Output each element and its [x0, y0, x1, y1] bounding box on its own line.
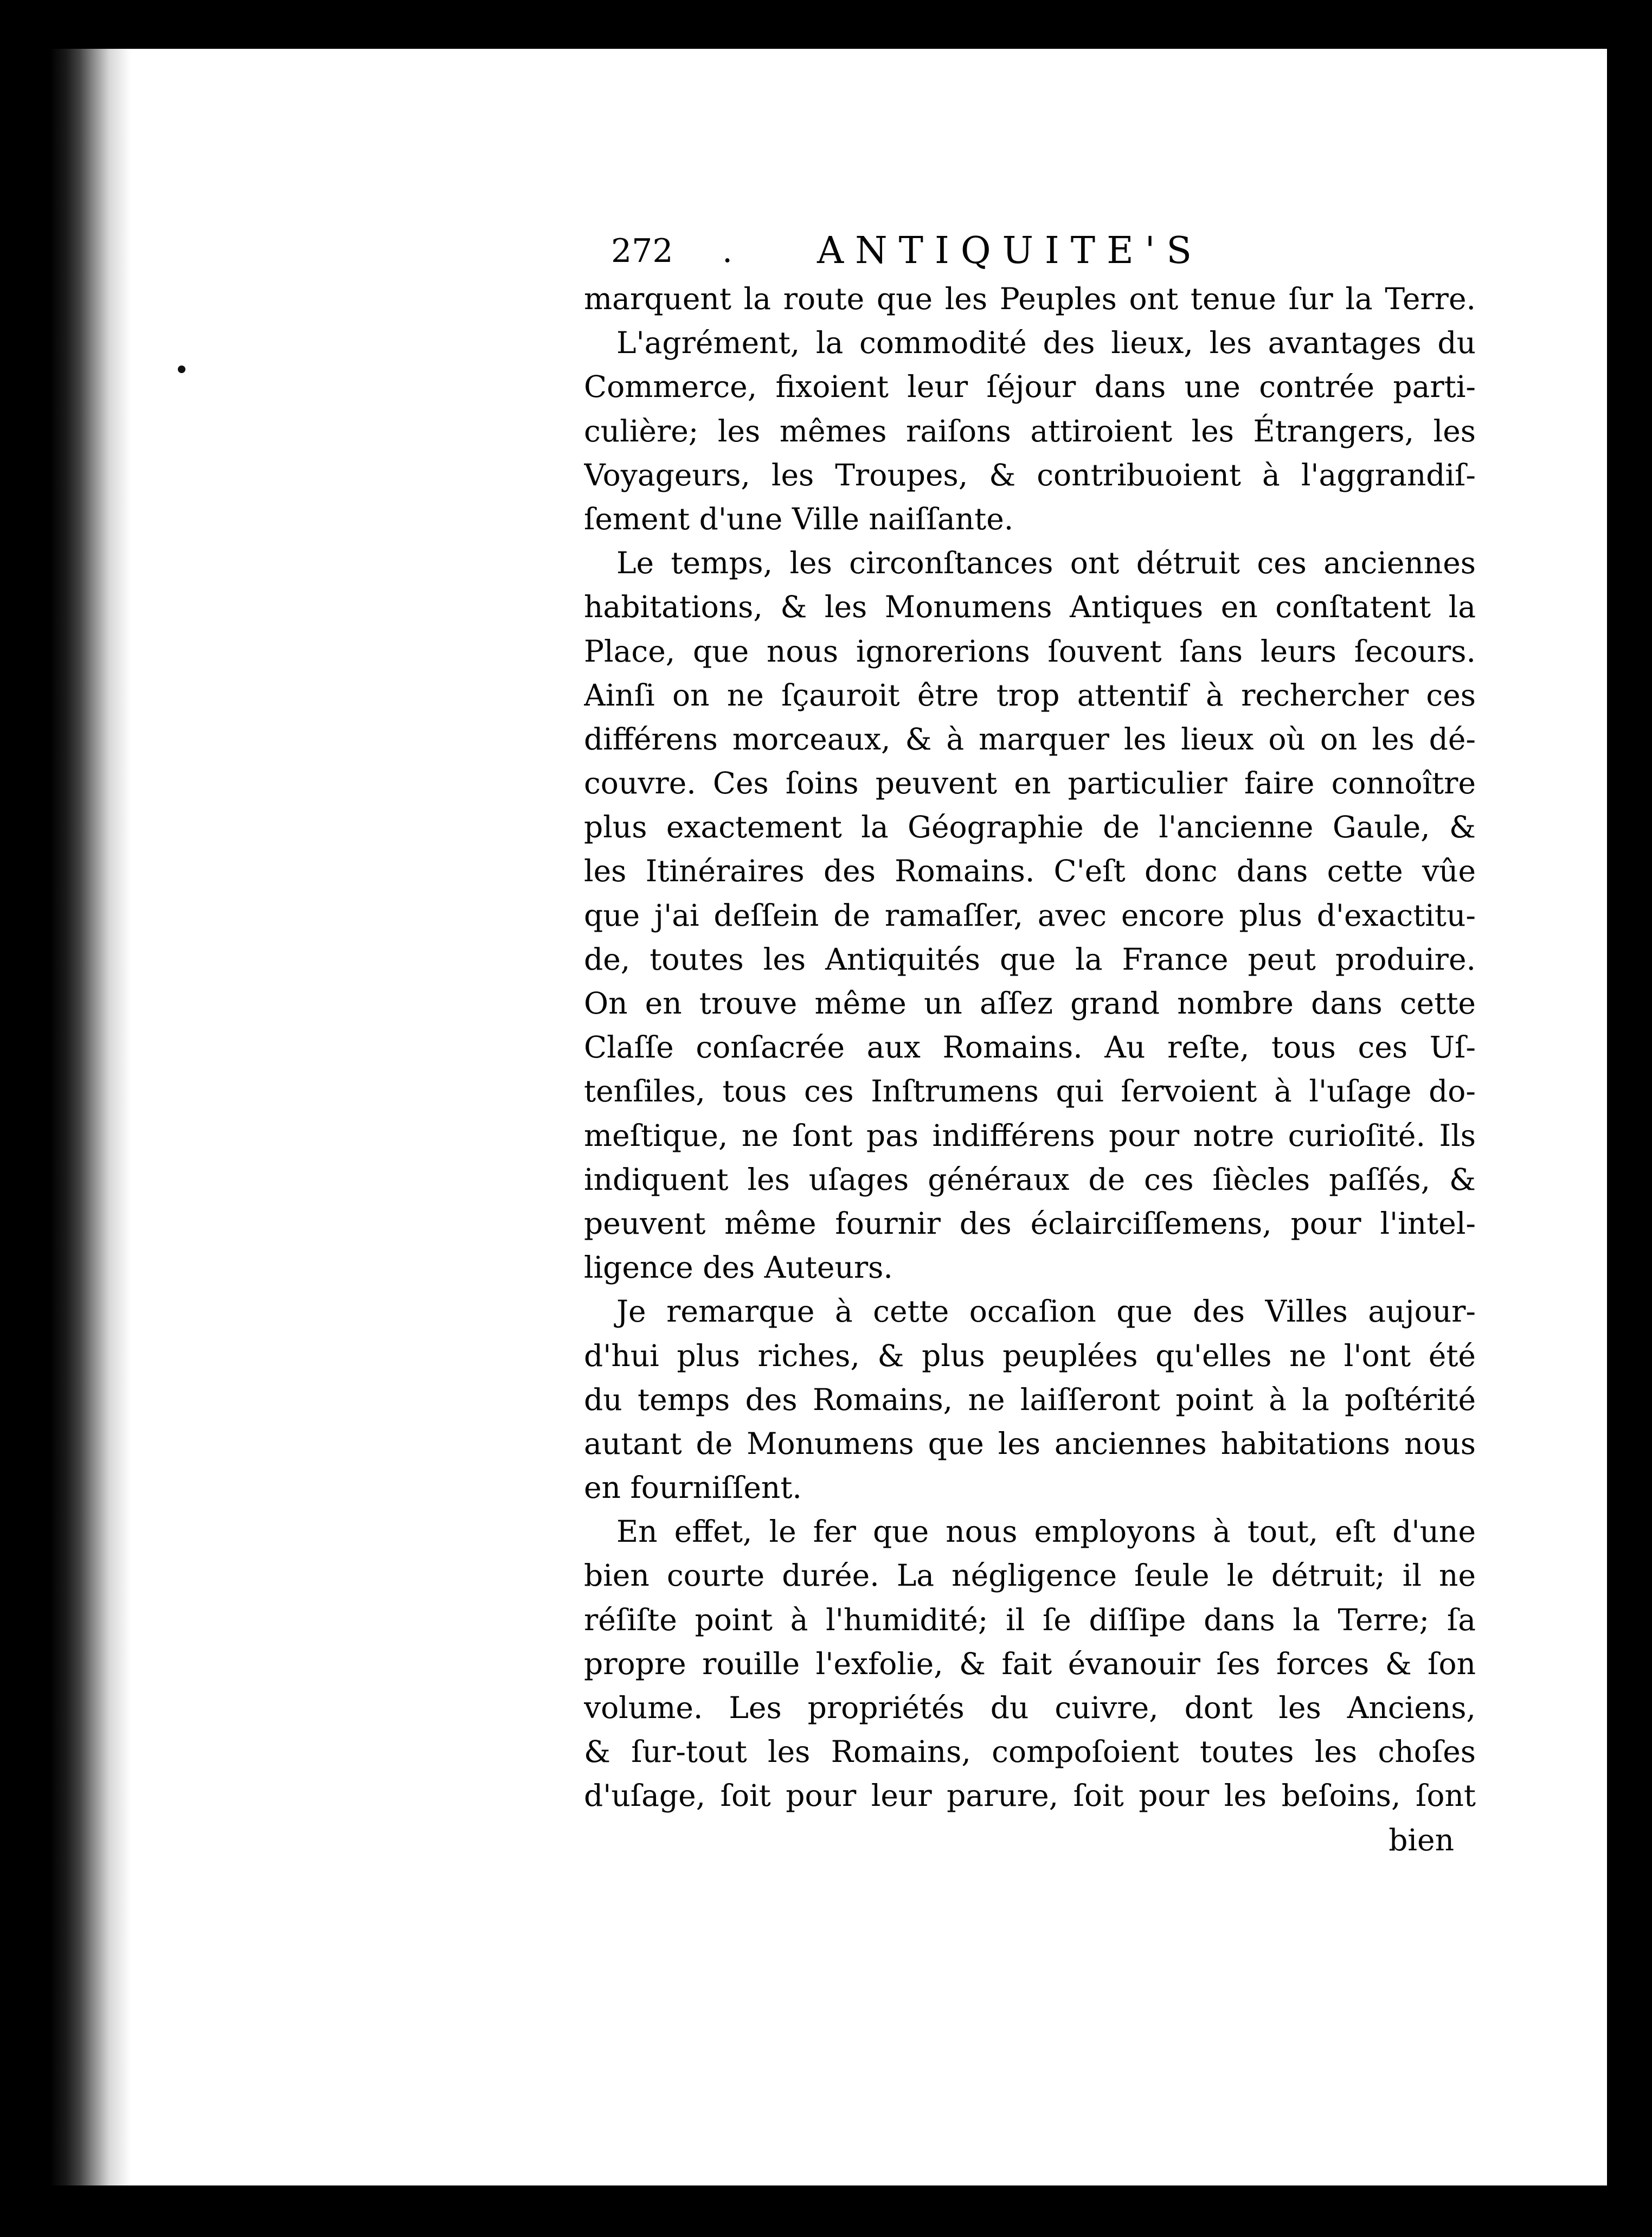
text-line: marquent la route que les Peuples ont tenue ſur la Terre. — [584, 281, 1476, 316]
text-line: différens morceaux, & à marquer les lieux où on les dé- — [584, 721, 1476, 757]
page-gutter-shadow — [50, 49, 131, 2185]
text-line: d'hui plus riches, & plus peuplées qu'elles ne l'ont été — [584, 1338, 1476, 1373]
text-line: propre rouille l'exfolie, & fait évanouir ſes forces & ſon — [584, 1646, 1476, 1681]
text-line: & ſur-tout les Romains, compoſoient toutes les choſes — [584, 1734, 1476, 1770]
running-title: ANTIQUITE'S — [817, 229, 1204, 272]
text-line: du temps des Romains, ne laiſſeront point à la poſtérité — [584, 1382, 1476, 1417]
text-line: autant de Monumens que les anciennes habitations nous — [584, 1426, 1476, 1461]
text-line: ligence des Auteurs. — [584, 1250, 893, 1285]
text-line: On en trouve même un aſſez grand nombre dans cette — [584, 986, 1476, 1021]
text-line: tenſiles, tous ces Inſtrumens qui ſervoient à l'uſage do- — [584, 1074, 1476, 1109]
text-line: en fourniſſent. — [584, 1470, 802, 1505]
text-line: En effet, le fer que nous employons à tout, eſt d'une — [616, 1514, 1476, 1549]
text-line: Le temps, les circonſtances ont détruit ces anciennes — [616, 546, 1476, 581]
text-line: Voyageurs, les Troupes, & contribuoient à l'aggrandiſ- — [584, 457, 1476, 492]
ink-speck — [178, 366, 185, 373]
text-line: de, toutes les Antiquités que la France peut produire. — [584, 941, 1476, 977]
text-line: que j'ai deſſein de ramaſſer, avec encore plus d'exactitu- — [584, 898, 1476, 933]
text-line: bien courte durée. La négligence ſeule le détruit; il ne — [584, 1558, 1476, 1593]
text-line: d'uſage, ſoit pour leur parure, ſoit pour les beſoins, ſont — [584, 1778, 1476, 1813]
catchword: bien — [1389, 1822, 1454, 1857]
text-line: couvre. Ces ſoins peuvent en particulier faire connoître — [584, 766, 1476, 801]
text-line: peuvent même fournir des éclairciſſemens, pour l'intel- — [584, 1206, 1476, 1241]
text-line: Ainſi on ne ſçauroit être trop attentif à rechercher ces — [584, 677, 1476, 713]
text-line: Je remarque à cette occaſion que des Villes aujour- — [616, 1294, 1476, 1329]
text-line: culière; les mêmes raiſons attiroient les Étrangers, les — [584, 413, 1476, 448]
text-line: habitations, & les Monumens Antiques en conſtatent la — [584, 589, 1476, 625]
text-line: volume. Les propriétés du cuivre, dont les Anciens, — [584, 1690, 1476, 1725]
book-page — [50, 49, 1607, 2185]
text-line: indiquent les uſages généraux de ces ſiècles paſſés, & — [584, 1162, 1476, 1197]
text-line: meſtique, ne ſont pas indifférens pour notre curioſité. Ils — [584, 1118, 1476, 1153]
text-line: Commerce, fixoient leur ſéjour dans une contrée parti- — [584, 369, 1476, 405]
header-separator: . — [722, 232, 733, 270]
text-block — [584, 225, 1476, 1862]
running-head — [584, 225, 1476, 277]
text-line: les Itinéraires des Romains. C'eſt donc dans cette vûe — [584, 854, 1476, 889]
text-line: plus exactement la Géographie de l'ancienne Gaule, & — [584, 810, 1476, 845]
text-line: ſement d'une Ville naiſſante. — [584, 501, 1014, 536]
text-line: Place, que nous ignorerions ſouvent ſans leurs ſecours. — [584, 633, 1476, 669]
text-line: L'agrément, la commodité des lieux, les avantages du — [616, 325, 1476, 361]
text-line: Claſſe conſacrée aux Romains. Au reſte, tous ces Uſ- — [584, 1030, 1476, 1065]
page-number: 272 — [611, 232, 673, 270]
text-line: réſiſte point à l'humidité; il ſe diſſipe dans la Terre; ſa — [584, 1602, 1476, 1637]
